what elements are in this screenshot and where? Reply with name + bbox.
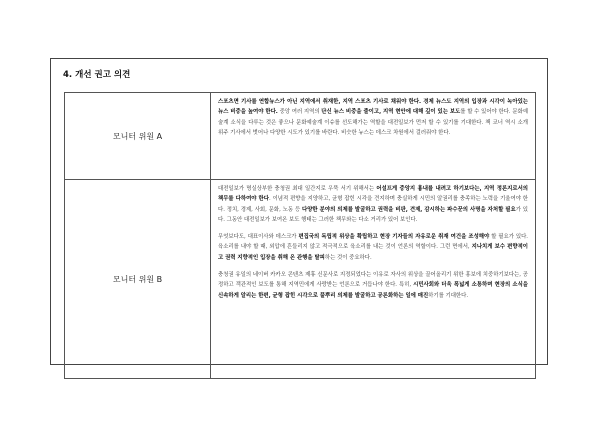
opinion-paragraph bbox=[218, 270, 528, 301]
recommendation-table bbox=[64, 92, 536, 379]
emphasized-text: 편집국의 독립적 위상을 확립하고 현장 기자들의 자유로운 취재 여건을 조성해야 bbox=[298, 234, 490, 241]
opinion-text: 하는 것이 중요하다. bbox=[324, 254, 372, 261]
monitor-label: 모니터 위원 A bbox=[65, 93, 211, 180]
opinion-text: 중앙 여러 지역의 bbox=[277, 109, 322, 116]
opinion-text: 충청권 유일의 네이버 카카오 콘텐츠 제휴 신문사로 지정되었다는 이유로 자사의 위상을 끌어올리기 위한 홍보에 치중하기보다는, 공정하고 객관적인 보도를 통해 지역민에게 사랑받는 언론으로 거듭나야 한다. 특히, bbox=[218, 272, 528, 289]
opinion-text: . 이념적 편향을 지양하고, 균형 잡힌 시각을 견지하며 충실하게 시민의 알권리를 충족하는 노력을 기울여야 한다. 정치, 경제, 사회, 문화, 노동 등 bbox=[218, 196, 528, 213]
emphasized-text: 시민사회와 더욱 폭넓게 소통하며 현장의 소식을 신속하게 알리는 한편, 균형 잡힌 시각으로 풀뿌리 의제를 발굴하고 공론화하는 일에 매진 bbox=[218, 282, 529, 299]
emphasized-text: 단신 뉴스 비중을 줄이고, 지역 현안에 대해 깊이 있는 보도 bbox=[321, 109, 461, 116]
emphasized-text: 어설프게 중앙지 흉내를 내려고 하기보다는, 지역 정론지로서의 책무를 다하여야 한다 bbox=[218, 186, 529, 203]
monitor-label: 모니터 위원 B bbox=[65, 180, 211, 379]
opinion-paragraph bbox=[218, 97, 528, 138]
opinion-paragraph bbox=[218, 184, 528, 225]
opinion-text: 하기를 기대한다. bbox=[428, 292, 469, 299]
emphasized-text: 다양한 분야의 의제를 발굴하고 권력을 비판, 견제, 감시하는 파수꾼의 사명을 자처할 필요 bbox=[302, 206, 516, 213]
emphasized-text: 스포츠면 기사를 연합뉴스가 아닌 지역에서 취재한, 지역 스포츠 기사로 채워야 한다. 경제 뉴스도 지역의 입장과 시각이 녹아있는 뉴스 비중을 높여야 한다. bbox=[218, 99, 528, 116]
section-title: 4. 개선 권고 의견 bbox=[63, 70, 131, 80]
table-row bbox=[65, 93, 536, 180]
opinion-paragraph bbox=[218, 232, 528, 263]
opinion-text: 무엇보다도, 대표이사와 데스크가 bbox=[218, 234, 299, 241]
opinion-text: 할 필요가 있다. 육소리를 내야 할 때, 외압에 흔들리지 않고 적극적으로 육소리를 내는 것이 언론의 역할이다. 그런 면에서, bbox=[218, 234, 528, 251]
table-row bbox=[65, 180, 536, 379]
review-frame bbox=[50, 58, 548, 365]
opinion-text: 를 할 수 있어야 한다. 문화예술계 소식을 다루는 것은 좋으나 문화예술계 이슈를 선도해가는 역할을 대전일보가 먼저 할 수 있기를 기대한다. 책 코너 역시 소개 위주 기사에서 벗어나 다양한 시도가 있기를 바란다. 비슷한 뉴스는 데스크 차원에서 걸러줘야 한다. bbox=[218, 109, 528, 136]
emphasized-text: 지나치게 보수 편향적이고 권력 지향적인 입장을 취해 온 관행을 탈피 bbox=[218, 244, 528, 261]
opinion-text: 가 있다. 그동안 대전일보가 보여온 보도 행태는 그러한 책무와는 다소 거리가 있어 보인다. bbox=[218, 206, 528, 223]
monitor-opinion bbox=[211, 93, 536, 180]
monitor-opinion bbox=[211, 180, 536, 379]
opinion-text: 대전일보가 명실상부한 충청권 최대 일간지로 우뚝 서기 위해서는 bbox=[218, 186, 377, 192]
